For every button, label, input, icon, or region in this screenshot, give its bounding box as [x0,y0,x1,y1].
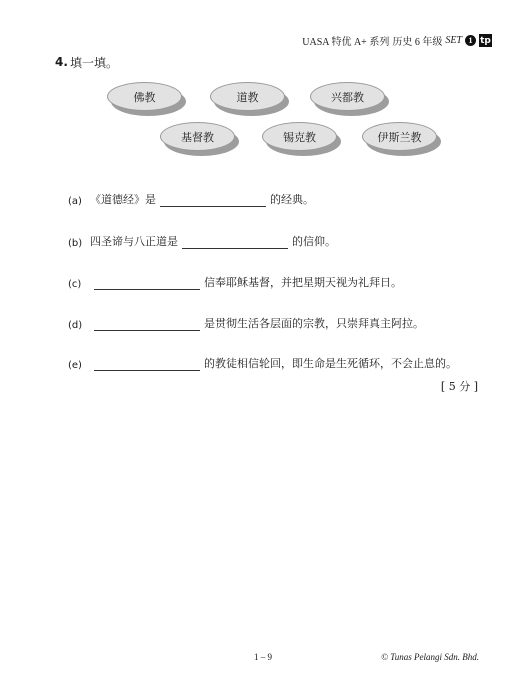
option-chip: 锡克教 [262,122,337,151]
item-text-after: 是贯彻生活各层面的宗教，只崇拜真主阿拉。 [204,317,424,330]
item-label: (b) [68,238,83,249]
option-chip: 道教 [210,82,285,111]
option-chip: 兴都教 [310,82,385,111]
fill-blank-item [68,355,457,371]
answer-blank[interactable] [94,279,200,290]
item-label: (e) [68,360,82,371]
fill-blank-item [68,191,314,207]
item-text-before: 四圣谛与八正道是 [90,235,178,248]
publisher-logo-icon: tp [480,35,491,46]
answer-blank[interactable] [94,320,200,331]
item-text-after: 的经典。 [270,193,314,206]
item-text-after: 的信仰。 [292,235,336,248]
page-number: 1 – 9 [254,652,272,662]
question-number: 4. [55,55,68,69]
answer-blank[interactable] [182,238,288,249]
item-label: (c) [68,279,82,290]
fill-blank-item [68,315,424,331]
set-label: SET [445,35,462,46]
question-instruction: 填一填。 [70,56,119,70]
option-chip: 基督教 [160,122,235,151]
item-label: (d) [68,320,83,331]
item-text-after: 信奉耶稣基督，并把星期天视为礼拜日。 [204,276,402,289]
item-text-before: 《道德经》是 [90,193,156,206]
marks-label: [ 5 分 ] [440,380,478,393]
item-label: (a) [68,196,82,207]
option-chip: 佛教 [107,82,182,111]
page-header [302,33,492,48]
option-chip: 伊斯兰教 [362,122,437,151]
item-text-after: 的教徒相信轮回，即生命是生死循环，不会止息的。 [204,357,457,370]
copyright-notice: © Tunas Pelangi Sdn. Bhd. [381,652,479,662]
set-number-badge: 1 [465,35,476,46]
answer-blank[interactable] [94,360,200,371]
subject-title: 历史 6 年级 [392,37,443,48]
answer-blank[interactable] [160,196,266,207]
fill-blank-item [68,233,336,249]
series-title: UASA 特优 A+ 系列 [302,37,390,48]
fill-blank-item [68,274,402,290]
